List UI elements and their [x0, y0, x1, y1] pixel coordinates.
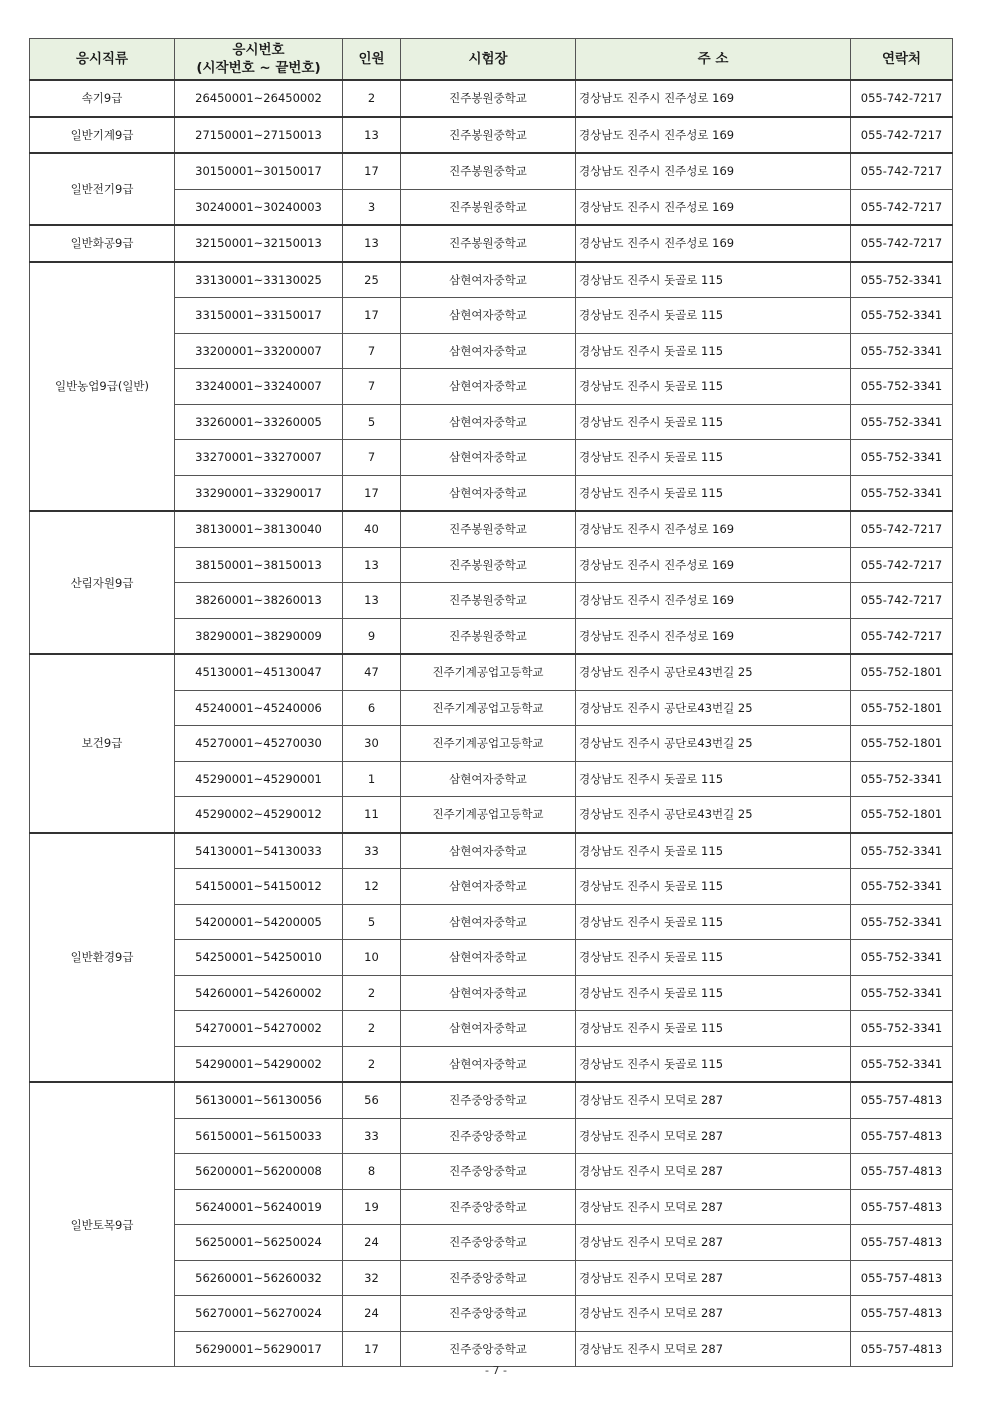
address-cell: 경상남도 진주시 돗골로 115	[576, 833, 851, 869]
contact-cell: 055-757-4813	[851, 1118, 953, 1154]
venue-cell: 삼현여자중학교	[401, 440, 576, 476]
count-cell: 30	[343, 726, 401, 762]
number-range-cell: 54200001~54200005	[175, 904, 343, 940]
address-cell: 경상남도 진주시 돗골로 115	[576, 904, 851, 940]
contact-cell: 055-752-3341	[851, 869, 953, 905]
contact-cell: 055-752-1801	[851, 797, 953, 833]
number-range-cell: 33290001~33290017	[175, 475, 343, 511]
count-cell: 17	[343, 153, 401, 189]
address-cell: 경상남도 진주시 진주성로 169	[576, 583, 851, 619]
header-number-line2: (시작번호 ~ 끝번호)	[196, 60, 321, 76]
contact-cell: 055-752-3341	[851, 262, 953, 298]
job-category-cell: 산림자원9급	[30, 511, 175, 654]
address-cell: 경상남도 진주시 진주성로 169	[576, 511, 851, 547]
address-cell: 경상남도 진주시 돗골로 115	[576, 440, 851, 476]
number-range-cell: 56290001~56290017	[175, 1331, 343, 1367]
venue-cell: 진주봉원중학교	[401, 547, 576, 583]
number-range-cell: 33240001~33240007	[175, 369, 343, 405]
address-cell: 경상남도 진주시 공단로43번길 25	[576, 726, 851, 762]
address-cell: 경상남도 진주시 진주성로 169	[576, 618, 851, 654]
venue-cell: 삼현여자중학교	[401, 869, 576, 905]
count-cell: 6	[343, 690, 401, 726]
contact-cell: 055-752-3341	[851, 475, 953, 511]
count-cell: 13	[343, 547, 401, 583]
address-cell: 경상남도 진주시 모덕로 287	[576, 1260, 851, 1296]
count-cell: 13	[343, 583, 401, 619]
count-cell: 11	[343, 797, 401, 833]
count-cell: 24	[343, 1296, 401, 1332]
address-cell: 경상남도 진주시 돗골로 115	[576, 262, 851, 298]
contact-cell: 055-742-7217	[851, 511, 953, 547]
header-job: 응시직류	[30, 39, 175, 81]
venue-cell: 진주중앙중학교	[401, 1189, 576, 1225]
address-cell: 경상남도 진주시 진주성로 169	[576, 547, 851, 583]
number-range-cell: 54250001~54250010	[175, 940, 343, 976]
contact-cell: 055-752-3341	[851, 975, 953, 1011]
contact-cell: 055-757-4813	[851, 1154, 953, 1190]
contact-cell: 055-752-3341	[851, 833, 953, 869]
number-range-cell: 56200001~56200008	[175, 1154, 343, 1190]
contact-cell: 055-752-3341	[851, 904, 953, 940]
count-cell: 1	[343, 761, 401, 797]
count-cell: 2	[343, 975, 401, 1011]
contact-cell: 055-752-3341	[851, 440, 953, 476]
count-cell: 7	[343, 440, 401, 476]
number-range-cell: 56260001~56260032	[175, 1260, 343, 1296]
number-range-cell: 45130001~45130047	[175, 654, 343, 690]
count-cell: 13	[343, 117, 401, 154]
job-category-cell: 일반화공9급	[30, 225, 175, 262]
address-cell: 경상남도 진주시 모덕로 287	[576, 1225, 851, 1261]
address-cell: 경상남도 진주시 모덕로 287	[576, 1154, 851, 1190]
venue-cell: 삼현여자중학교	[401, 761, 576, 797]
number-range-cell: 38290001~38290009	[175, 618, 343, 654]
contact-cell: 055-752-1801	[851, 654, 953, 690]
number-range-cell: 54260001~54260002	[175, 975, 343, 1011]
contact-cell: 055-742-7217	[851, 225, 953, 262]
count-cell: 40	[343, 511, 401, 547]
number-range-cell: 56130001~56130056	[175, 1082, 343, 1118]
count-cell: 24	[343, 1225, 401, 1261]
venue-cell: 진주중앙중학교	[401, 1331, 576, 1367]
count-cell: 17	[343, 1331, 401, 1367]
table-row	[30, 654, 953, 690]
contact-cell: 055-752-3341	[851, 761, 953, 797]
number-range-cell: 33270001~33270007	[175, 440, 343, 476]
header-count: 인원	[343, 39, 401, 81]
number-range-cell: 56250001~56250024	[175, 1225, 343, 1261]
number-range-cell: 56240001~56240019	[175, 1189, 343, 1225]
address-cell: 경상남도 진주시 모덕로 287	[576, 1331, 851, 1367]
job-category-cell: 일반환경9급	[30, 833, 175, 1083]
contact-cell: 055-752-3341	[851, 404, 953, 440]
header-contact: 연락처	[851, 39, 953, 81]
venue-cell: 진주중앙중학교	[401, 1296, 576, 1332]
header-address: 주 소	[576, 39, 851, 81]
venue-cell: 진주중앙중학교	[401, 1118, 576, 1154]
contact-cell: 055-742-7217	[851, 618, 953, 654]
count-cell: 19	[343, 1189, 401, 1225]
number-range-cell: 38130001~38130040	[175, 511, 343, 547]
number-range-cell: 30150001~30150017	[175, 153, 343, 189]
table-row	[30, 80, 953, 117]
address-cell: 경상남도 진주시 돗골로 115	[576, 940, 851, 976]
count-cell: 17	[343, 475, 401, 511]
contact-cell: 055-752-1801	[851, 690, 953, 726]
address-cell: 경상남도 진주시 진주성로 169	[576, 225, 851, 262]
contact-cell: 055-742-7217	[851, 117, 953, 154]
venue-cell: 삼현여자중학교	[401, 1011, 576, 1047]
count-cell: 25	[343, 262, 401, 298]
venue-cell: 진주봉원중학교	[401, 511, 576, 547]
contact-cell: 055-742-7217	[851, 547, 953, 583]
number-range-cell: 38150001~38150013	[175, 547, 343, 583]
venue-cell: 삼현여자중학교	[401, 904, 576, 940]
contact-cell: 055-742-7217	[851, 583, 953, 619]
contact-cell: 055-757-4813	[851, 1260, 953, 1296]
venue-cell: 진주봉원중학교	[401, 189, 576, 225]
contact-cell: 055-752-3341	[851, 1046, 953, 1082]
contact-cell: 055-757-4813	[851, 1225, 953, 1261]
address-cell: 경상남도 진주시 모덕로 287	[576, 1082, 851, 1118]
job-category-cell: 보건9급	[30, 654, 175, 833]
contact-cell: 055-757-4813	[851, 1296, 953, 1332]
number-range-cell: 45290002~45290012	[175, 797, 343, 833]
venue-cell: 진주봉원중학교	[401, 618, 576, 654]
table-row	[30, 117, 953, 154]
venue-cell: 삼현여자중학교	[401, 940, 576, 976]
number-range-cell: 45240001~45240006	[175, 690, 343, 726]
count-cell: 12	[343, 869, 401, 905]
venue-cell: 삼현여자중학교	[401, 1046, 576, 1082]
count-cell: 3	[343, 189, 401, 225]
address-cell: 경상남도 진주시 돗골로 115	[576, 475, 851, 511]
venue-cell: 진주봉원중학교	[401, 153, 576, 189]
venue-cell: 삼현여자중학교	[401, 404, 576, 440]
count-cell: 33	[343, 1118, 401, 1154]
address-cell: 경상남도 진주시 돗골로 115	[576, 298, 851, 334]
venue-cell: 삼현여자중학교	[401, 833, 576, 869]
contact-cell: 055-742-7217	[851, 80, 953, 117]
venue-cell: 삼현여자중학교	[401, 262, 576, 298]
table-row	[30, 1082, 953, 1118]
address-cell: 경상남도 진주시 돗골로 115	[576, 404, 851, 440]
count-cell: 5	[343, 404, 401, 440]
venue-cell: 삼현여자중학교	[401, 975, 576, 1011]
venue-cell: 진주중앙중학교	[401, 1154, 576, 1190]
exam-venue-table	[29, 38, 953, 1367]
table-row	[30, 833, 953, 869]
header-venue: 시험장	[401, 39, 576, 81]
number-range-cell: 54270001~54270002	[175, 1011, 343, 1047]
table-row	[30, 262, 953, 298]
number-range-cell: 32150001~32150013	[175, 225, 343, 262]
contact-cell: 055-752-3341	[851, 298, 953, 334]
number-range-cell: 45290001~45290001	[175, 761, 343, 797]
address-cell: 경상남도 진주시 돗골로 115	[576, 869, 851, 905]
count-cell: 10	[343, 940, 401, 976]
number-range-cell: 30240001~30240003	[175, 189, 343, 225]
count-cell: 32	[343, 1260, 401, 1296]
address-cell: 경상남도 진주시 돗골로 115	[576, 333, 851, 369]
page-number: - 7 -	[485, 1364, 507, 1377]
count-cell: 2	[343, 1011, 401, 1047]
venue-cell: 진주기계공업고등학교	[401, 690, 576, 726]
count-cell: 47	[343, 654, 401, 690]
number-range-cell: 27150001~27150013	[175, 117, 343, 154]
count-cell: 56	[343, 1082, 401, 1118]
venue-cell: 진주기계공업고등학교	[401, 654, 576, 690]
table-body	[30, 80, 953, 1367]
count-cell: 7	[343, 333, 401, 369]
address-cell: 경상남도 진주시 진주성로 169	[576, 80, 851, 117]
number-range-cell: 33150001~33150017	[175, 298, 343, 334]
contact-cell: 055-752-3341	[851, 369, 953, 405]
contact-cell: 055-752-3341	[851, 333, 953, 369]
address-cell: 경상남도 진주시 돗골로 115	[576, 975, 851, 1011]
address-cell: 경상남도 진주시 돗골로 115	[576, 761, 851, 797]
address-cell: 경상남도 진주시 공단로43번길 25	[576, 690, 851, 726]
venue-cell: 삼현여자중학교	[401, 333, 576, 369]
contact-cell: 055-742-7217	[851, 189, 953, 225]
count-cell: 9	[343, 618, 401, 654]
count-cell: 13	[343, 225, 401, 262]
address-cell: 경상남도 진주시 진주성로 169	[576, 153, 851, 189]
contact-cell: 055-757-4813	[851, 1331, 953, 1367]
count-cell: 8	[343, 1154, 401, 1190]
address-cell: 경상남도 진주시 돗골로 115	[576, 1011, 851, 1047]
number-range-cell: 33130001~33130025	[175, 262, 343, 298]
header-number-line1: 응시번호	[232, 42, 285, 58]
number-range-cell: 54130001~54130033	[175, 833, 343, 869]
table-row	[30, 511, 953, 547]
number-range-cell: 33260001~33260005	[175, 404, 343, 440]
job-category-cell: 속기9급	[30, 80, 175, 117]
contact-cell: 055-757-4813	[851, 1189, 953, 1225]
table-row	[30, 153, 953, 189]
job-category-cell: 일반토목9급	[30, 1082, 175, 1367]
number-range-cell: 54150001~54150012	[175, 869, 343, 905]
venue-cell: 삼현여자중학교	[401, 298, 576, 334]
address-cell: 경상남도 진주시 진주성로 169	[576, 189, 851, 225]
header-number	[175, 39, 343, 81]
address-cell: 경상남도 진주시 공단로43번길 25	[576, 654, 851, 690]
count-cell: 7	[343, 369, 401, 405]
number-range-cell: 26450001~26450002	[175, 80, 343, 117]
venue-cell: 진주기계공업고등학교	[401, 726, 576, 762]
number-range-cell: 38260001~38260013	[175, 583, 343, 619]
number-range-cell: 56150001~56150033	[175, 1118, 343, 1154]
count-cell: 2	[343, 80, 401, 117]
address-cell: 경상남도 진주시 돗골로 115	[576, 369, 851, 405]
venue-cell: 진주봉원중학교	[401, 117, 576, 154]
venue-cell: 삼현여자중학교	[401, 369, 576, 405]
venue-cell: 진주봉원중학교	[401, 583, 576, 619]
number-range-cell: 56270001~56270024	[175, 1296, 343, 1332]
venue-cell: 진주중앙중학교	[401, 1260, 576, 1296]
venue-cell: 진주중앙중학교	[401, 1082, 576, 1118]
job-category-cell: 일반기계9급	[30, 117, 175, 154]
job-category-cell: 일반농업9급(일반)	[30, 262, 175, 512]
contact-cell: 055-752-3341	[851, 940, 953, 976]
address-cell: 경상남도 진주시 진주성로 169	[576, 117, 851, 154]
contact-cell: 055-752-3341	[851, 1011, 953, 1047]
venue-cell: 진주중앙중학교	[401, 1225, 576, 1261]
address-cell: 경상남도 진주시 모덕로 287	[576, 1296, 851, 1332]
address-cell: 경상남도 진주시 모덕로 287	[576, 1118, 851, 1154]
number-range-cell: 33200001~33200007	[175, 333, 343, 369]
contact-cell: 055-752-1801	[851, 726, 953, 762]
contact-cell: 055-757-4813	[851, 1082, 953, 1118]
table-header	[30, 39, 953, 81]
address-cell: 경상남도 진주시 모덕로 287	[576, 1189, 851, 1225]
contact-cell: 055-742-7217	[851, 153, 953, 189]
venue-cell: 진주기계공업고등학교	[401, 797, 576, 833]
venue-cell: 진주봉원중학교	[401, 80, 576, 117]
count-cell: 17	[343, 298, 401, 334]
number-range-cell: 45270001~45270030	[175, 726, 343, 762]
address-cell: 경상남도 진주시 돗골로 115	[576, 1046, 851, 1082]
venue-cell: 진주봉원중학교	[401, 225, 576, 262]
number-range-cell: 54290001~54290002	[175, 1046, 343, 1082]
table-row	[30, 225, 953, 262]
address-cell: 경상남도 진주시 공단로43번길 25	[576, 797, 851, 833]
header-row	[30, 39, 953, 81]
job-category-cell: 일반전기9급	[30, 153, 175, 225]
count-cell: 33	[343, 833, 401, 869]
venue-cell: 삼현여자중학교	[401, 475, 576, 511]
count-cell: 5	[343, 904, 401, 940]
count-cell: 2	[343, 1046, 401, 1082]
